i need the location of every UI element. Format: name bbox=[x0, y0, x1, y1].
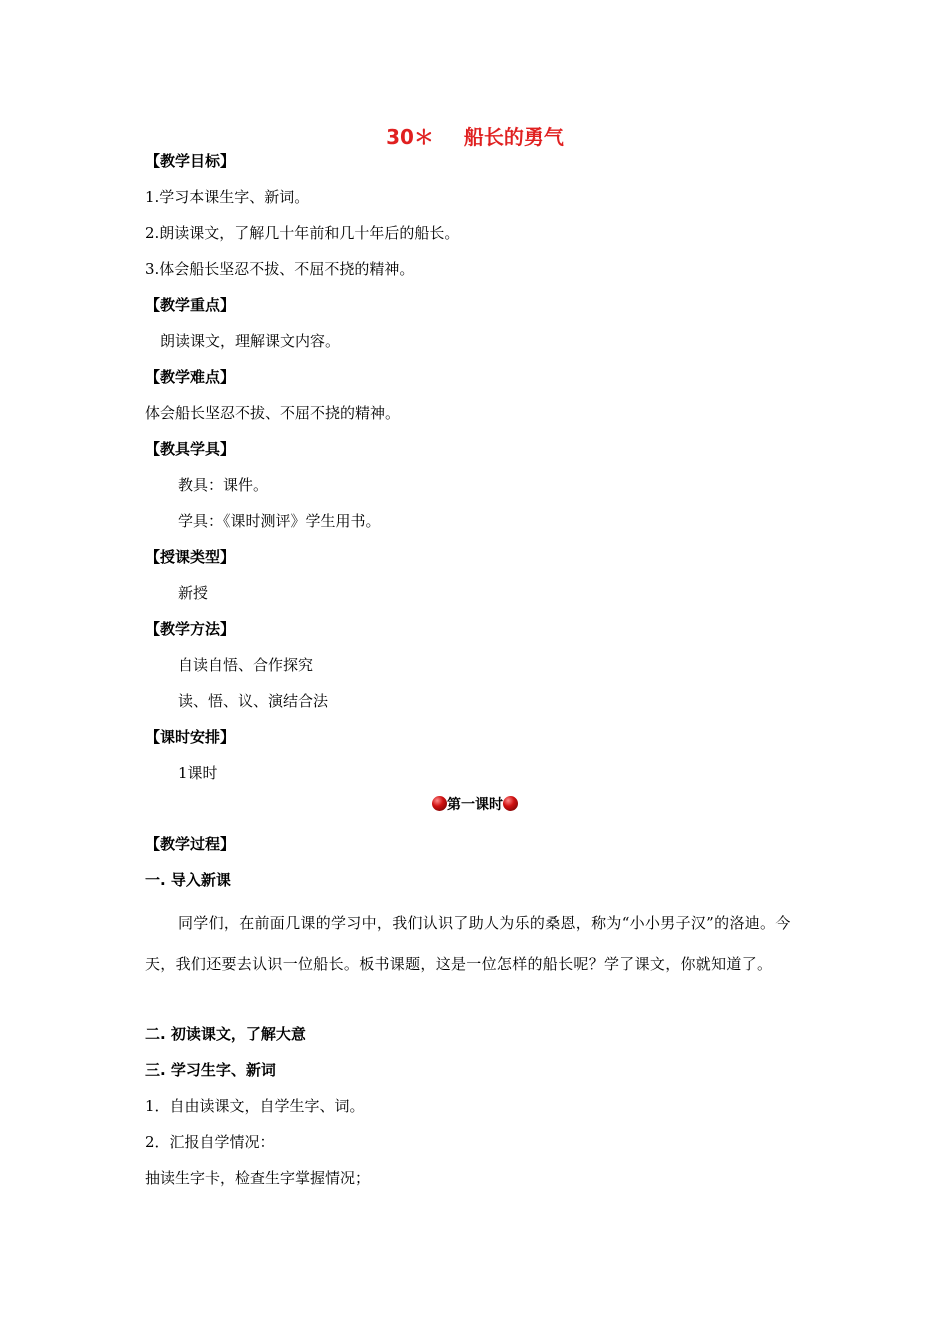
tools-item: 学具：《课时测评》学生用书。 bbox=[178, 512, 381, 530]
lesson-title bbox=[0, 124, 950, 150]
lesson-title-text: 船长的勇气 bbox=[463, 125, 564, 149]
method-item: 读、悟、议、演结合法 bbox=[178, 692, 329, 710]
schedule-heading: 【课时安排】 bbox=[145, 728, 236, 746]
step-heading: 二. 初读课文，了解大意 bbox=[145, 1025, 306, 1043]
process-heading: 【教学过程】 bbox=[145, 835, 236, 853]
red-ball-icon bbox=[503, 796, 518, 811]
difficulty-heading: 【教学难点】 bbox=[145, 368, 236, 386]
method-heading: 【教学方法】 bbox=[145, 620, 236, 638]
tools-heading: 【教具学具】 bbox=[145, 440, 236, 458]
tools-item: 教具：课件。 bbox=[178, 476, 269, 494]
type-text: 新授 bbox=[178, 584, 209, 602]
lesson-number: 30＊ bbox=[386, 125, 434, 149]
schedule-text: 1课时 bbox=[178, 764, 218, 782]
method-item: 自读自悟、合作探究 bbox=[178, 656, 314, 674]
intro-paragraph: 同学们，在前面几课的学习中，我们认识了助人为乐的桑恩，称为“小小男子汉”的洛迪。今天，我们还要去认识一位船长。板书课题，这是一位怎样的船长呢？学了课文，你就知道了。 bbox=[145, 914, 791, 973]
session-label bbox=[0, 795, 950, 815]
step-item: 抽读生字卡，检查生字掌握情况； bbox=[145, 1169, 371, 1187]
difficulty-text: 体会船长坚忍不拔、不屈不挠的精神。 bbox=[145, 404, 401, 422]
goal-item: 1.学习本课生字、新词。 bbox=[145, 188, 310, 206]
goals-heading: 【教学目标】 bbox=[145, 152, 236, 170]
step-item: 1．自由读课文，自学生字、词。 bbox=[145, 1097, 365, 1115]
step-heading: 三. 学习生字、新词 bbox=[145, 1061, 276, 1079]
goal-item: 3.体会船长坚忍不拔、不屈不挠的精神。 bbox=[145, 260, 415, 278]
type-heading: 【授课类型】 bbox=[145, 548, 236, 566]
red-ball-icon bbox=[432, 796, 447, 811]
focus-text: 朗读课文，理解课文内容。 bbox=[160, 332, 341, 350]
goal-item: 2.朗读课文，了解几十年前和几十年后的船长。 bbox=[145, 224, 460, 242]
session-label-text: 第一课时 bbox=[447, 797, 503, 813]
focus-heading: 【教学重点】 bbox=[145, 296, 236, 314]
step-heading: 一. 导入新课 bbox=[145, 871, 231, 889]
step-item: 2．汇报自学情况： bbox=[145, 1133, 275, 1151]
